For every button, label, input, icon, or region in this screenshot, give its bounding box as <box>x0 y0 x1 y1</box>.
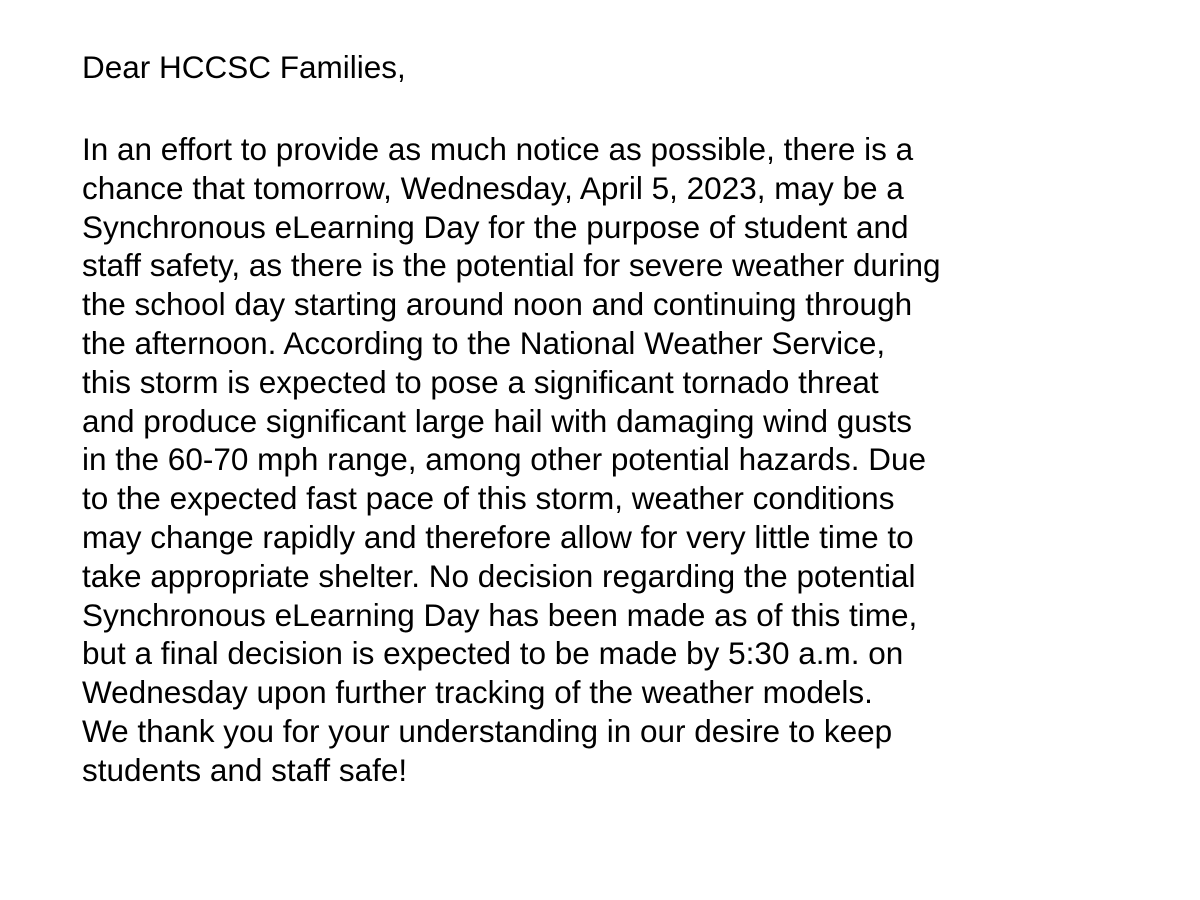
letter <box>82 44 1182 790</box>
letter-line: in the 60-70 mph range, among other potential hazards. Due <box>82 441 927 478</box>
letter-line: We thank you for your understanding in our desire to keep <box>82 712 893 749</box>
letter-body <box>82 130 1182 790</box>
letter-greeting: Dear HCCSC Families, <box>82 49 406 85</box>
letter-line: but a final decision is expected to be made by 5:30 a.m. on <box>82 635 904 672</box>
letter-line: chance that tomorrow, Wednesday, April 5, 2023, may be a <box>82 169 904 206</box>
letter-line: to the expected fast pace of this storm, weather conditions <box>82 480 895 517</box>
letter-line: the school day starting around noon and continuing through <box>82 286 913 323</box>
letter-line: this storm is expected to pose a significant tornado threat <box>82 363 879 400</box>
letter-line: may change rapidly and therefore allow for very little time to <box>82 518 914 555</box>
letter-line: Wednesday upon further tracking of the weather models. <box>82 674 873 711</box>
letter-line: take appropriate shelter. No decision regarding the potential <box>82 557 916 594</box>
letter-line: staff safety, as there is the potential for severe weather during <box>82 247 941 284</box>
letter-line: the afternoon. According to the National Weather Service, <box>82 324 886 361</box>
letter-line: Synchronous eLearning Day has been made as of this time, <box>82 596 918 633</box>
letter-line: In an effort to provide as much notice as possible, there is a <box>82 131 914 167</box>
letter-line: and produce significant large hail with damaging wind gusts <box>82 402 912 439</box>
letter-line: Synchronous eLearning Day for the purpose of student and <box>82 208 909 245</box>
paragraph-spacer <box>82 90 1182 130</box>
letter-line: students and staff safe! <box>82 751 408 788</box>
